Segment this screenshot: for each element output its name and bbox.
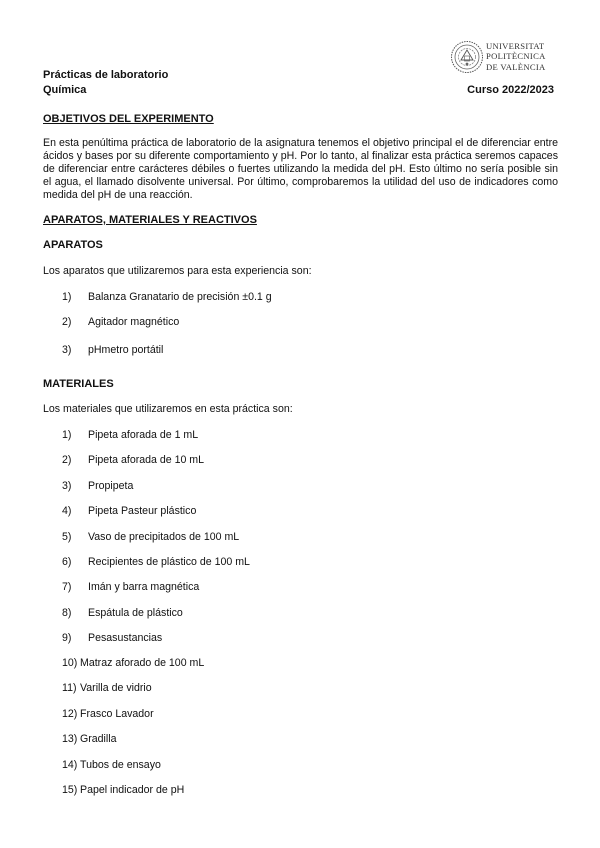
list-item-text: Tubos de ensayo: [80, 758, 161, 771]
course-subject: Química: [43, 84, 87, 96]
list-item-number: 12): [62, 707, 78, 720]
list-item-number: 11): [62, 682, 77, 695]
list-item-text: Balanza Granatario de precisión ±0.1 g: [88, 291, 272, 303]
list-item-number: 10): [62, 657, 78, 669]
list-item-number: 7): [62, 581, 72, 594]
list-item-text: Gradilla: [80, 733, 117, 746]
logo-line-1: UNIVERSITAT: [486, 41, 545, 51]
list-item-text: Propipeta: [88, 479, 134, 492]
list-item-number: 4): [62, 505, 72, 518]
list-item-number: 1): [62, 291, 72, 303]
list-item-number: 3): [62, 479, 72, 492]
course-year: Curso 2022/2023: [467, 84, 554, 96]
materials-section-heading: APARATOS, MATERIALES Y REACTIVOS: [43, 214, 257, 226]
list-item-number: 1): [62, 429, 72, 441]
objectives-heading: OBJETIVOS DEL EXPERIMENTO: [43, 113, 214, 125]
aparatos-intro: Los aparatos que utilizaremos para esta experiencia son:: [43, 265, 312, 277]
materiales-heading: MATERIALES: [43, 378, 114, 390]
list-item-text: Varilla de vidrio: [80, 682, 152, 695]
list-item-number: 14): [62, 758, 78, 771]
list-item-text: Frasco Lavador: [80, 707, 154, 720]
list-item-number: 3): [62, 344, 72, 357]
list-item-number: 2): [62, 454, 72, 467]
list-item-text: Espátula de plástico: [88, 606, 183, 619]
list-item-text: Pipeta Pasteur plástico: [88, 505, 197, 518]
list-item-text: Pipeta aforada de 1 mL: [88, 429, 199, 441]
list-item-text: Pesasustancias: [88, 632, 163, 645]
list-item-text: Pipeta aforada de 10 mL: [88, 454, 205, 467]
university-logo: [450, 40, 560, 76]
materiales-intro: Los materiales que utilizaremos en esta práctica son:: [43, 403, 293, 415]
objectives-paragraph: En esta penúltima práctica de laboratorio de la asignatura tenemos el objetivo principal el de diferenciar entre ácidos y bases por su diferente comportamiento y pH. Por lo tanto, al finalizar esta práctica seremos capaces de diferenciar entre carácteres débiles o fuertes utilizando la medida del pH. Esto último no sería posible sin el agua, el llamado disolvente universal. Por último, comprobaremos la utilidad del uso de indicadores como medida del pH de una reacción.: [43, 137, 558, 201]
logo-line-3: DE VALÈNCIA: [486, 61, 546, 72]
list-item-number: 15): [62, 783, 78, 796]
list-item-text: Papel indicador de pH: [80, 783, 185, 796]
list-item-text: Agitador magnético: [88, 316, 180, 329]
list-item-text: Matraz aforado de 100 mL: [80, 657, 205, 669]
university-seal-icon: [450, 40, 484, 74]
list-item-number: 2): [62, 316, 72, 329]
logo-line-2: POLITÈCNICA: [486, 51, 546, 62]
list-item-text: Recipientes de plástico de 100 mL: [88, 555, 250, 568]
course-header: [43, 68, 168, 98]
list-item-text: Vaso de precipitados de 100 mL: [88, 530, 240, 543]
university-name: [486, 41, 562, 72]
list-item-number: 8): [62, 606, 72, 619]
aparatos-heading: APARATOS: [43, 239, 103, 251]
list-item-text: pHmetro portátil: [88, 344, 164, 357]
list-item-number: 6): [62, 555, 72, 568]
list-item-text: Imán y barra magnética: [88, 581, 200, 594]
course-title: Prácticas de laboratorio: [43, 69, 169, 81]
list-item-number: 9): [62, 632, 72, 645]
list-item-number: 13): [62, 733, 78, 746]
list-item-number: 5): [62, 530, 72, 543]
